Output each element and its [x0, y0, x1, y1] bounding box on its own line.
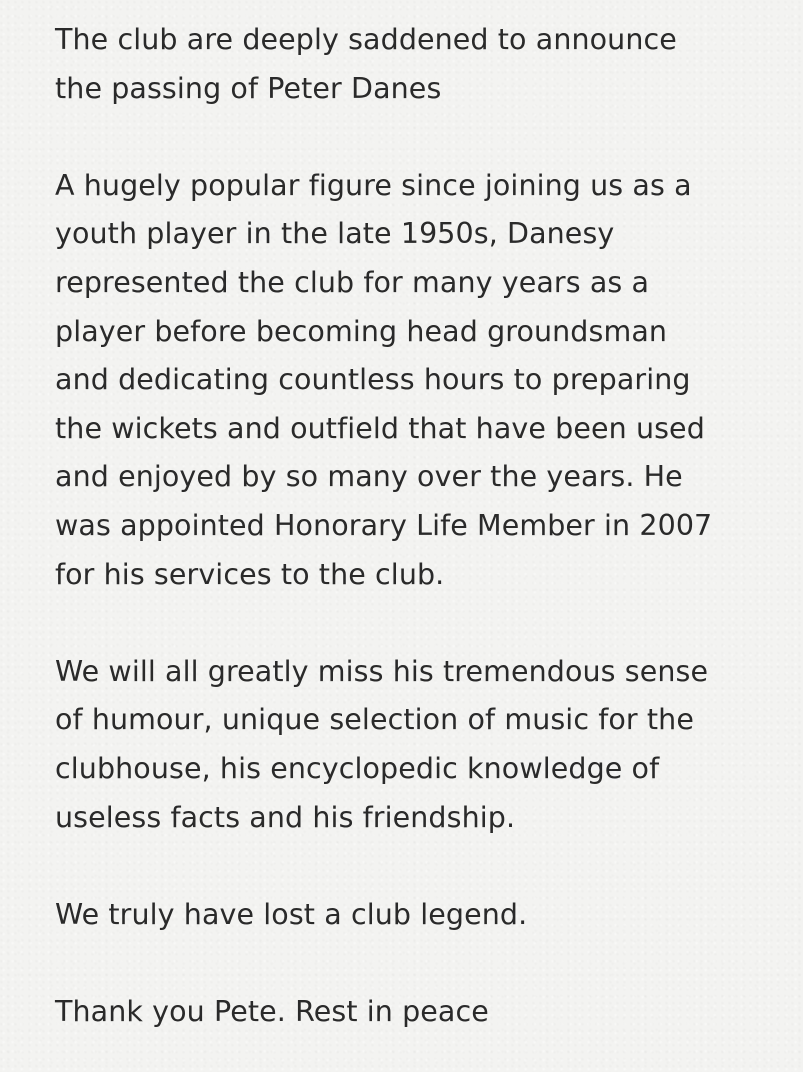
text-line: clubhouse, his encyclopedic knowledge of — [55, 751, 660, 785]
text-line: A hugely popular figure since joining us as a — [55, 168, 692, 202]
paragraph-legend — [55, 891, 775, 940]
text-line: represented the club for many years as a — [55, 265, 650, 299]
paragraph-biography — [55, 162, 775, 599]
note-body[interactable] — [55, 16, 775, 1036]
text-line: We will all greatly miss his tremendous sense — [55, 654, 709, 688]
text-line: player before becoming head groundsman — [55, 314, 668, 348]
text-line: The club are deeply saddened to announce — [55, 23, 677, 56]
paragraph-tribute — [55, 648, 775, 842]
text-line: the wickets and outfield that have been used — [55, 411, 705, 445]
text-line: useless facts and his friendship. — [55, 800, 516, 834]
text-line: Thank you Pete. Rest in peace — [55, 994, 489, 1028]
text-line: and enjoyed by so many over the years. He — [55, 460, 683, 494]
paragraph-farewell — [55, 988, 775, 1037]
text-line: youth player in the late 1950s, Danesy — [55, 217, 615, 251]
text-line: the passing of Peter Danes — [55, 71, 442, 105]
paragraph-announcement — [55, 16, 775, 113]
text-line: of humour, unique selection of music for the — [55, 703, 694, 737]
text-line: was appointed Honorary Life Member in 2007 — [55, 508, 713, 542]
text-line: for his services to the club. — [55, 557, 445, 591]
text-line: We truly have lost a club legend. — [55, 897, 528, 931]
text-line: and dedicating countless hours to preparing — [55, 363, 691, 397]
